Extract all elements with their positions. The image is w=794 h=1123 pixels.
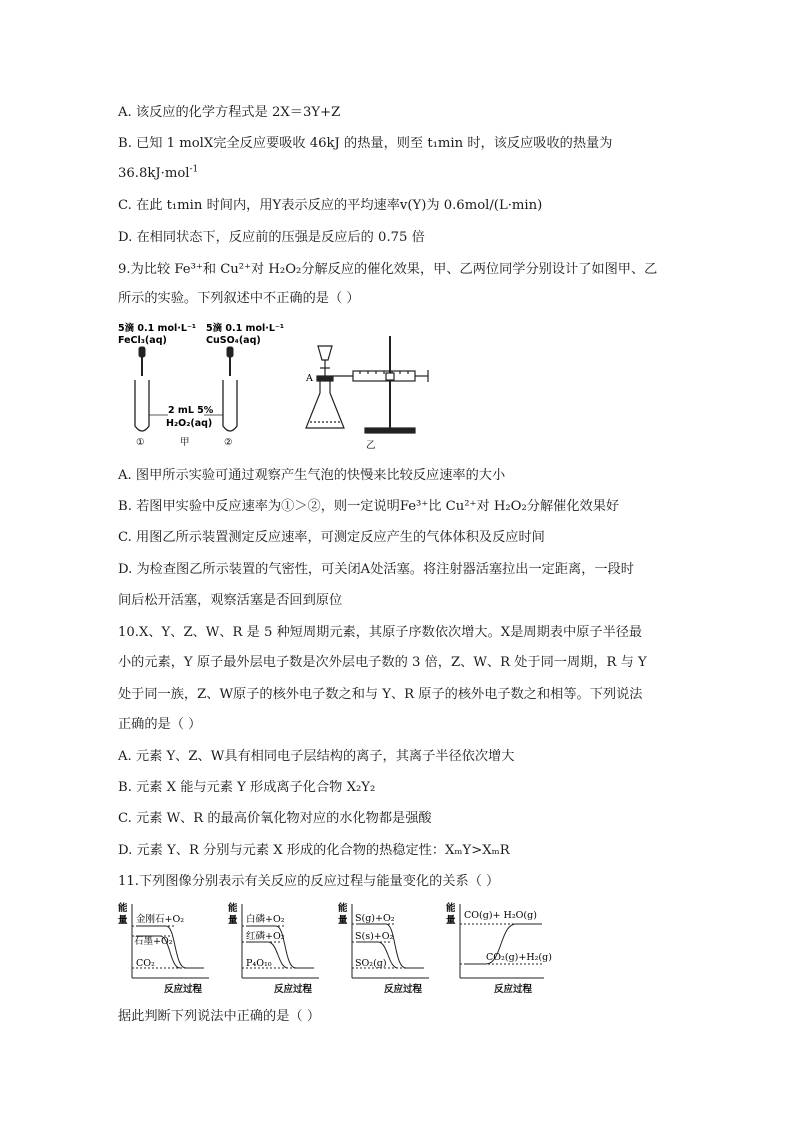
g2-ylabel-2: 量 — [228, 915, 238, 926]
q8-option-b-value: 36.8kJ·mol — [118, 166, 190, 181]
g3-top: S(g)+O₂ — [355, 913, 395, 924]
g3-ylabel-1: 能 — [338, 903, 348, 914]
q8-option-d: D. 在相同状态下，反应前的压强是反应后的 0.75 倍 — [118, 230, 425, 245]
g1-bottom: CO₂ — [136, 958, 155, 969]
g4-bottom: CO₂(g)+H₂(g) — [486, 952, 552, 963]
dropper-left-icon — [139, 347, 145, 376]
g3-mid: S(s)+O₂ — [355, 931, 394, 942]
q8-option-a: A. 该反应的化学方程式是 2X＝3Y+Z — [118, 105, 341, 120]
q8-option-b-line1: B. 已知 1 molX完全反应要吸收 46kJ 的热量，则至 t₁min 时，该反应吸收的热量为 — [118, 136, 613, 151]
g3-ylabel-2: 量 — [338, 915, 348, 926]
q9-figure — [110, 318, 440, 453]
g1-top: 金刚石+O₂ — [136, 914, 185, 925]
g1-xlabel: 反应过程 — [164, 984, 203, 995]
q10-stem-line2: 小的元素，Y 原子最外层电子数是次外层电子数的 3 倍，Z、W、R 处于同一周期，R 与 Y — [118, 655, 647, 670]
q10-option-a: A. 元素 Y、Z、W具有相同电子层结构的离子，其离子半径依次增大 — [118, 749, 515, 764]
g3-xlabel: 反应过程 — [384, 984, 423, 995]
test-tube-1-icon — [135, 380, 149, 431]
q10-option-b: B. 元素 X 能与元素 Y 形成离子化合物 X₂Y₂ — [118, 780, 376, 795]
q10-stem-line3: 处于同一族，Z、W原子的核外电子数之和与 Y、R 原子的核外电子数之和相等。下列说法 — [118, 687, 643, 702]
g1-mid: 石墨+O₂ — [134, 936, 173, 947]
fig-jia-label-right-1: 5滴 0.1 mol·L⁻¹ — [206, 323, 285, 334]
fig-jia-middle-1: 2 mL 5% — [168, 405, 214, 416]
fig-jia-middle-2: H₂O₂(aq) — [166, 418, 213, 429]
q9-option-d-line2: 间后松开活塞，观察活塞是否回到原位 — [118, 593, 343, 608]
g1-ylabel-2: 量 — [118, 915, 128, 926]
fig-jia-tube2: ② — [224, 437, 233, 448]
g4-top: CO(g)+ H₂O(g) — [464, 910, 537, 921]
g2-top: 白磷+O₂ — [246, 914, 285, 925]
fig-jia-tube1: ① — [136, 437, 145, 448]
g4-ylabel-1: 能 — [446, 903, 456, 914]
q9-option-b: B. 若图甲实验中反应速率为①＞②，则一定说明Fe³⁺比 Cu²⁺对 H₂O₂分解催化效果好 — [118, 499, 620, 514]
q10-option-c: C. 元素 W、R 的最高价氧化物对应的水化物都是强酸 — [118, 811, 432, 826]
g3-bottom: SO₂(g) — [355, 958, 387, 969]
g4-ylabel-2: 量 — [446, 915, 456, 926]
g1-ylabel-1: 能 — [118, 903, 128, 914]
fig-jia-label-right-2: CuSO₄(aq) — [206, 335, 261, 346]
fig-jia-label-left-2: FeCl₃(aq) — [118, 335, 167, 346]
q10-stem-line1: 10.X、Y、Z、W、R 是 5 种短周期元素，其原子序数依次增大。X是周期表中原子半径最 — [118, 625, 643, 640]
q8-option-b-line2 — [118, 165, 198, 183]
q9-option-c: C. 用图乙所示装置测定反应速率，可测定反应产生的气体体积及反应时间 — [118, 530, 545, 545]
fig-jia-label-left-1: 5滴 0.1 mol·L⁻¹ — [118, 323, 197, 334]
g2-xlabel: 反应过程 — [274, 984, 313, 995]
fig-jia-caption: 甲 — [180, 437, 190, 448]
q10-option-d: D. 元素 Y、R 分别与元素 X 形成的化合物的热稳定性：XₘY>XₘR — [118, 843, 510, 858]
test-tube-2-icon — [223, 380, 237, 431]
g4-xlabel: 反应过程 — [494, 984, 533, 995]
apparatus-yi-icon — [306, 336, 428, 433]
fig-yi-caption: 乙 — [366, 440, 376, 451]
g2-bottom: P₄O₁₀ — [246, 958, 272, 969]
fig-yi-valve-label: A — [306, 373, 313, 384]
g2-ylabel-1: 能 — [228, 903, 238, 914]
q8-option-b-exponent: -1 — [189, 164, 199, 175]
q10-stem-line4: 正确的是（ ） — [118, 717, 202, 732]
q11-energy-graphs — [114, 900, 554, 1000]
q9-stem-line2: 所示的实验。下列叙述中不正确的是（ ） — [118, 291, 360, 306]
q11-conclusion: 据此判断下列说法中正确的是（ ） — [118, 1009, 321, 1024]
q8-option-c: C. 在此 t₁min 时间内，用Y表示反应的平均速率v(Y)为 0.6mol/(L·min) — [118, 198, 543, 213]
q9-option-a: A. 图甲所示实验可通过观察产生气泡的快慢来比较反应速率的大小 — [118, 468, 506, 483]
q9-option-d-line1: D. 为检查图乙所示装置的气密性，可关闭A处活塞。将注射器活塞拉出一定距离，一段时 — [118, 562, 634, 577]
q11-stem: 11.下列图像分别表示有关反应的反应过程与能量变化的关系（ ） — [118, 874, 500, 889]
g2-mid: 红磷+O₂ — [246, 931, 285, 942]
q9-stem-line1: 9.为比较 Fe³⁺和 Cu²⁺对 H₂O₂分解反应的催化效果，甲、乙两位同学分别设计了如图甲、乙 — [118, 262, 658, 277]
dropper-right-icon — [227, 347, 233, 376]
